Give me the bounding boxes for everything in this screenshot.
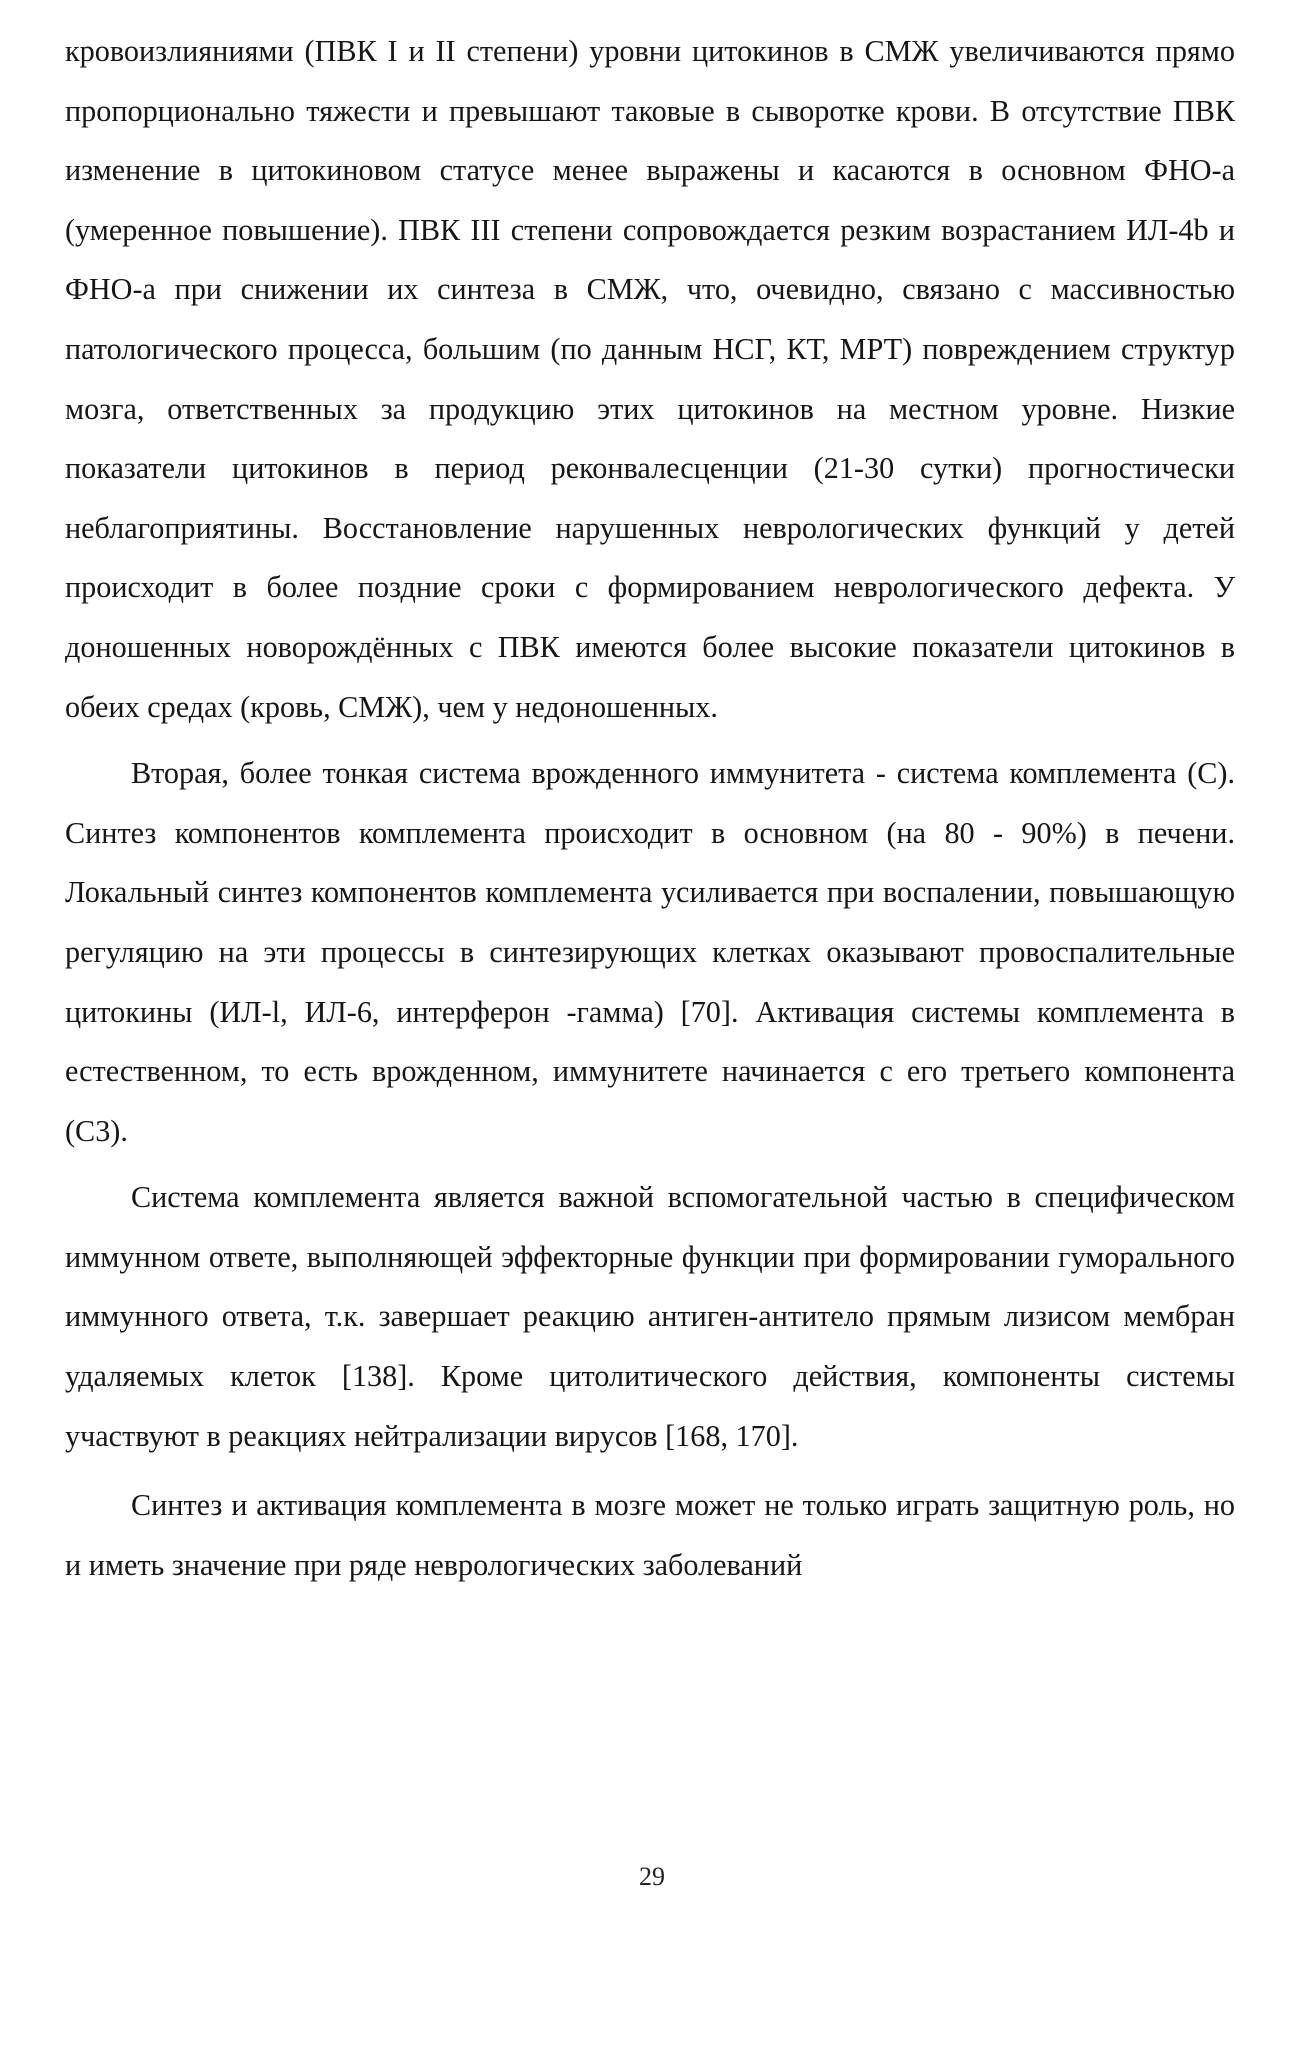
paragraph-complement-role: Система комплемента является важной вспомогательной частью в специфическом иммунном ответе, выполняющей эффекторные функции при формировании гуморального иммунного ответа, т.к. завершает реакцию антиген-антитело прямым лизисом мембран удаляемых клеток [138]. Кроме цитолитического действия, компоненты системы участвуют в реакциях нейтрализации вирусов [168, 170]. — [65, 1180, 1235, 1453]
paragraph-complement-system: Вторая, более тонкая система врожденного иммунитета - система комплемента (С). Синтез компонентов комплемента происходит в основном (на 80 - 90%) в печени. Локальный синтез компонентов комплемента усиливается при воспалении, повышающую регуляцию на эти процессы в синтезирующих клетках оказывают провоспалительные цитокины (ИЛ-l, ИЛ-6, интерферон -гамма) [70]. Активация системы комплемента в естественном, то есть врожденном, иммунитете начинается с его третьего компонента (С3). — [65, 756, 1235, 1148]
paragraph-cytokines: кровоизлияниями (ПВК I и II степени) уровни цитокинов в СМЖ увеличиваются прямо пропорционально тяжести и превышают таковые в сыворотке крови. В отсутствие ПВК изменение в цитокиновом статусе менее выражены и касаются в основном ФНО-а (умеренное повышение). ПВК III степени сопровождается резким возрастанием ИЛ-4b и ФНО-а при снижении их синтеза в СМЖ, что, очевидно, связано с массивностью патологического процесса, большим (по данным НСГ, КТ, МРТ) повреждением структур мозга, ответственных за продукцию этих цитокинов на местном уровне. Низкие показатели цитокинов в период реконвалесценции (21-30 сутки) прогностически неблагоприятины. Восстановление нарушенных неврологических функций у детей происходит в более поздние сроки с формированием неврологического дефекта. У доношенных новорождённых с ПВК имеются более высокие показатели цитокинов в обеих средах (кровь, СМЖ), чем у недоношенных. — [65, 34, 1235, 724]
document-page — [65, 22, 1235, 1595]
paragraph-complement-brain: Синтез и активация комплемента в мозге может не только играть защитную роль, но и иметь значение при ряде неврологических заболеваний — [65, 1488, 1235, 1582]
page-number: 29 — [639, 1862, 665, 1891]
